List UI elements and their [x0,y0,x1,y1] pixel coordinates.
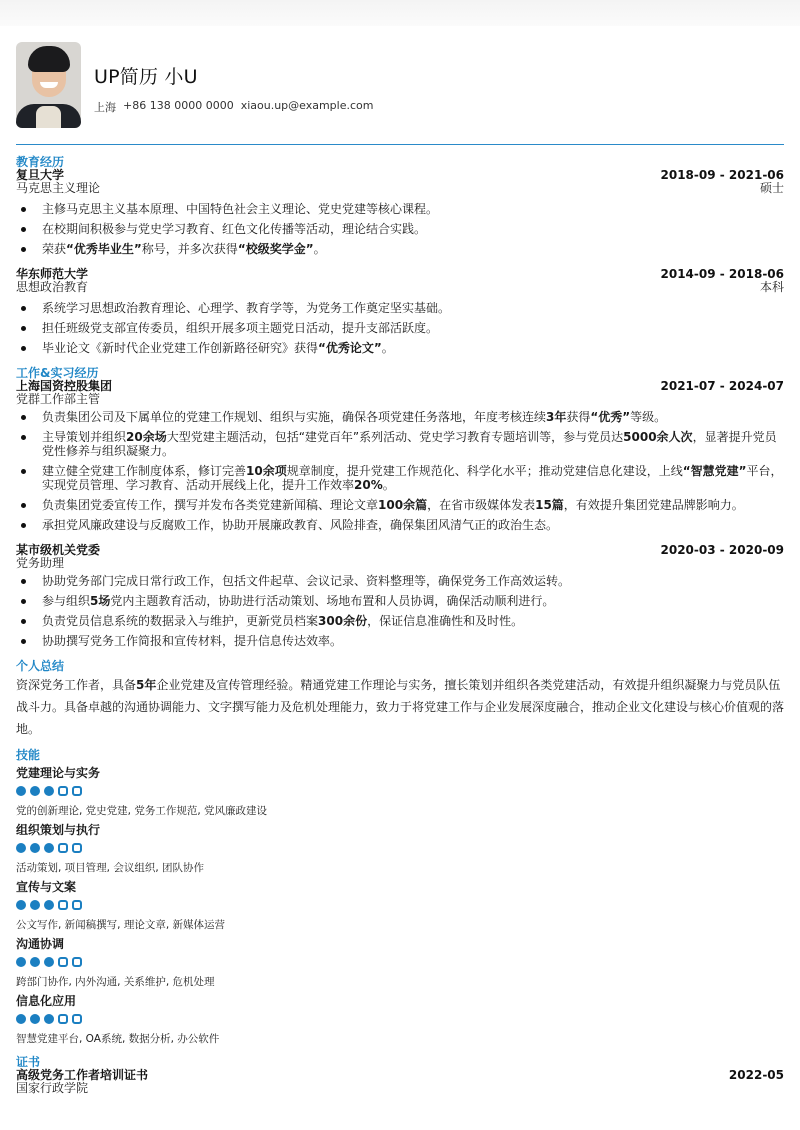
rating-dot-empty-icon [58,843,68,853]
education-entry [16,268,784,355]
rating-dot-filled-icon [16,843,26,853]
skill-tags: 党的创新理论, 党史党建, 党务工作规范, 党风廉政建设 [16,805,268,817]
skill-rating [16,900,784,910]
certificates-section [16,1056,784,1095]
skill-name: 信息化应用 [16,994,77,1008]
skill-tags: 公文写作, 新闻稿撰写, 理论文章, 新媒体运营 [16,919,226,931]
rating-dot-empty-icon [58,900,68,910]
certificate-entry [16,1069,784,1095]
summary-text [16,674,784,740]
skill-name: 组织策划与执行 [16,823,101,837]
bullet-list [16,202,784,256]
rating-dot-filled-icon [16,1014,26,1024]
rating-dot-filled-icon [30,1014,40,1024]
highlight-text: “校级奖学金” [237,242,314,256]
highlight-text: “优秀论文” [318,341,382,355]
bullet-item [16,301,784,315]
text-run: 荣获 [42,242,67,256]
date-range: 2021-07 - 2024-07 [660,379,784,393]
text-run: 负责集团党委宣传工作，撰写并发布各类党建新闻稿、理论文章 [42,498,379,512]
email-text: xiaou.up@example.com [240,98,374,112]
skill-tags: 活动策划, 项目管理, 会议组织, 团队协作 [16,862,205,874]
skill-rating [16,1014,784,1024]
text-run: 负责集团公司及下属单位的党建工作规划、组织与实施，确保各项党建任务落地，年度考核连续 [42,410,547,424]
work-entry [16,544,784,648]
major-name: 思想政治教育 [16,280,89,294]
bullet-list [16,574,784,648]
bullet-item [16,518,784,532]
certificate-date: 2022-05 [728,1068,784,1082]
text-run: 建立健全党建工作制度体系，修订完善 [42,464,247,478]
rating-dot-empty-icon [58,957,68,967]
summary-section [16,660,784,740]
text-run: 企业党建及宣传管理经验。精通党建工作理论与实务，擅长策划并组织各类党建活动，有效提升组织凝聚力与党员队伍战斗力。具备卓越的沟通协调能力、文字撰写能力及危机处理能力，致力于将党建工作与企业发展深度融合，推动企业文化建设与核心价值观的落地。 [16,678,785,736]
education-entry [16,169,784,256]
certificate-name: 高级党务工作者培训证书 [16,1068,149,1082]
text-run: 毕业论文《新时代企业党建工作创新路径研究》获得 [42,341,319,355]
section-title-summary: 个人总结 [16,659,65,673]
highlight-text: “优秀毕业生” [66,242,142,256]
skill-item [16,937,784,989]
text-run: 主导策划并组织 [42,430,127,444]
bullet-item [16,321,784,335]
text-run: 承担党风廉政建设与反腐败工作，协助开展廉政教育、风险排查，确保集团风清气正的政治生态。 [42,518,559,532]
job-role: 党务助理 [16,556,65,570]
rating-dot-empty-icon [72,900,82,910]
resume-page [0,42,800,1095]
highlight-text: 5年 [136,678,157,692]
identity-block [94,56,373,115]
date-range: 2020-03 - 2020-09 [660,543,784,557]
date-range: 2018-09 - 2021-06 [660,168,784,182]
bullet-item [16,341,784,355]
bullet-item [16,430,784,458]
highlight-text: 5场 [90,594,111,608]
date-range: 2014-09 - 2018-06 [660,267,784,281]
job-role: 党群工作部主管 [16,392,101,406]
rating-dot-empty-icon [72,957,82,967]
text-run: 称号，并多次获得 [141,242,238,256]
rating-dot-filled-icon [16,786,26,796]
text-run: 获得 [566,410,591,424]
highlight-text: 5000余人次 [623,430,693,444]
candidate-name: UP简历 小U [94,65,198,88]
skill-rating [16,843,784,853]
bullet-item [16,222,784,236]
skill-tags: 跨部门协作, 内外沟通, 关系维护, 危机处理 [16,976,215,988]
rating-dot-empty-icon [72,843,82,853]
skill-item [16,823,784,875]
contact-line [94,99,373,115]
text-run: 协助党务部门完成日常行政工作，包括文件起草、会议记录、资料整理等，确保党务工作高效运转。 [42,574,571,588]
section-title-skills: 技能 [16,748,41,762]
rating-dot-filled-icon [30,843,40,853]
bullet-item [16,202,784,216]
section-title-work: 工作&实习经历 [16,366,99,380]
skill-name: 宣传与文案 [16,880,77,894]
skill-item [16,766,784,818]
degree: 硕士 [759,181,784,195]
rating-dot-filled-icon [30,957,40,967]
highlight-text: 100余篇 [378,498,428,512]
company-name: 某市级机关党委 [16,543,101,557]
text-run: ，在省市级媒体发表 [427,498,536,512]
text-run: 。 [382,478,395,492]
section-title-education: 教育经历 [16,155,65,169]
bullet-item [16,594,784,608]
bullet-item [16,464,784,492]
bullet-item [16,634,784,648]
highlight-text: 300余份 [318,614,368,628]
resume-header [16,42,784,128]
degree: 本科 [759,280,784,294]
text-run: ，保证信息准确性和及时性。 [367,614,524,628]
rating-dot-filled-icon [44,786,54,796]
rating-dot-filled-icon [44,900,54,910]
section-title-certificates: 证书 [16,1055,41,1069]
text-run: 系统学习思想政治教育理论、心理学、教育学等，为党务工作奠定坚实基础。 [42,301,451,315]
text-run: 平台，实现党员管理、学习教育、活动开展线上化，提升工作效率 [42,464,783,492]
text-run: 协助撰写党务工作简报和宣传材料，提升信息传达效率。 [42,634,343,648]
text-run: 担任班级党支部宣传委员，组织开展多项主题党日活动，提升支部活跃度。 [42,321,439,335]
school-name: 复旦大学 [16,168,65,182]
avatar-photo [16,42,81,128]
bullet-item [16,242,784,256]
bullet-list [16,410,784,532]
rating-dot-filled-icon [44,1014,54,1024]
text-run: 。 [313,242,326,256]
skill-name: 沟通协调 [16,937,65,951]
rating-dot-filled-icon [16,900,26,910]
text-run: 。 [381,341,394,355]
text-run: 规章制度，提升党建工作规范化、科学化水平；推动党建信息化建设，上线 [286,464,683,478]
highlight-text: 15篇 [535,498,564,512]
education-section [16,156,784,355]
text-run: ，显著提升党员党性修养与组织凝聚力。 [42,430,777,458]
highlight-text: “优秀” [590,410,631,424]
skill-rating [16,786,784,796]
text-run: 主修马克思主义基本原理、中国特色社会主义理论、党史党建等核心课程。 [42,202,439,216]
header-divider [16,144,784,145]
text-run: 党内主题教育活动，协助进行活动策划、场地布置和人员协调，确保活动顺利进行。 [110,594,555,608]
skill-item [16,880,784,932]
skill-name: 党建理论与实务 [16,766,101,780]
work-entry [16,380,784,532]
text-run: 大型党建主题活动，包括“建党百年”系列活动、党史学习教育专题培训等，参与党员达 [166,430,624,444]
bullet-list [16,301,784,355]
rating-dot-empty-icon [58,1014,68,1024]
rating-dot-filled-icon [30,900,40,910]
top-bar [0,0,800,26]
skill-item [16,994,784,1046]
school-name: 华东师范大学 [16,267,89,281]
bullet-item [16,614,784,628]
text-run: 在校期间积极参与党史学习教育、红色文化传播等活动，理论结合实践。 [42,222,427,236]
highlight-text: 3年 [546,410,567,424]
skill-rating [16,957,784,967]
phone-text: +86 138 0000 0000 [123,98,234,112]
text-run: ，有效提升集团党建品牌影响力。 [563,498,744,512]
rating-dot-empty-icon [58,786,68,796]
highlight-text: “智慧党建” [682,464,747,478]
bullet-item [16,498,784,512]
text-run: 参与组织 [42,594,91,608]
text-run: 资深党务工作者，具备 [16,678,137,692]
bullet-item [16,574,784,588]
rating-dot-filled-icon [44,957,54,967]
rating-dot-filled-icon [16,957,26,967]
highlight-text: 20余场 [126,430,167,444]
skills-section [16,749,784,1046]
rating-dot-filled-icon [30,786,40,796]
rating-dot-empty-icon [72,786,82,796]
text-run: 负责党员信息系统的数据录入与维护，更新党员档案 [42,614,319,628]
bullet-item [16,410,784,424]
highlight-text: 10余项 [246,464,287,478]
rating-dot-empty-icon [72,1014,82,1024]
major-name: 马克思主义理论 [16,181,101,195]
rating-dot-filled-icon [44,843,54,853]
company-name: 上海国资控股集团 [16,379,113,393]
location-text: 上海 [94,100,116,114]
certificate-issuer: 国家行政学院 [16,1081,89,1095]
skill-tags: 智慧党建平台, OA系统, 数据分析, 办公软件 [16,1033,220,1045]
skills-list [16,766,784,1046]
highlight-text: 20% [354,478,383,492]
text-run: 等级。 [630,410,667,424]
work-section [16,367,784,648]
